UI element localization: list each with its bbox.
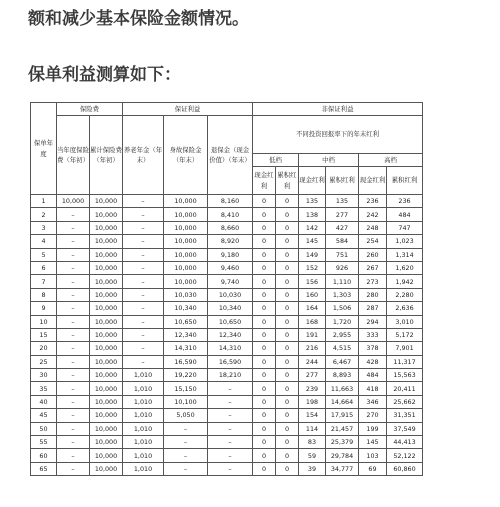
table-cell: 1,010 [123, 449, 164, 462]
table-cell: – [123, 195, 164, 208]
table-cell: 1,010 [123, 462, 164, 475]
table-row [31, 342, 423, 355]
table-cell: 14,310 [164, 342, 208, 355]
table-cell: 29,784 [326, 449, 359, 462]
table-cell: 10,000 [90, 422, 123, 435]
table-cell: 1,620 [387, 261, 423, 274]
table-cell: 0 [276, 235, 299, 248]
header-low-cumulative: 累积红利 [276, 167, 299, 195]
table-row [31, 221, 423, 234]
table-cell: – [164, 462, 208, 475]
table-cell: 135 [299, 195, 326, 208]
header-tier-mid: 中档 [299, 154, 359, 167]
table-cell: 9 [31, 302, 57, 315]
table-row [31, 302, 423, 315]
table-cell: 198 [299, 395, 326, 408]
table-row [31, 422, 423, 435]
header-low-cash: 现金红利 [253, 167, 276, 195]
intro-text: 额和减少基本保险金额情况。 [28, 9, 249, 29]
table-cell: 8,410 [208, 208, 253, 221]
table-cell: 418 [359, 382, 387, 395]
table-cell: 10,000 [90, 235, 123, 248]
table-cell: 4 [31, 235, 57, 248]
table-cell: 8 [31, 288, 57, 301]
table-cell: 55 [31, 436, 57, 449]
table-cell: – [123, 208, 164, 221]
table-cell: – [123, 221, 164, 234]
header-total-premium: 累计保险费（年初） [90, 116, 123, 195]
table-cell: 1,506 [326, 302, 359, 315]
policy-benefit-table [30, 102, 423, 476]
table-cell: – [57, 422, 90, 435]
table-cell: 267 [359, 261, 387, 274]
table-cell: – [208, 382, 253, 395]
table-cell: 15,563 [387, 369, 423, 382]
table-cell: 0 [276, 261, 299, 274]
table-cell: 31,351 [387, 409, 423, 422]
table-cell: 10,000 [164, 275, 208, 288]
table-cell: 16,590 [164, 355, 208, 368]
table-cell: 0 [253, 248, 276, 261]
table-cell: 10,000 [90, 462, 123, 475]
header-annual-premium: 当年度保险费（年初） [57, 116, 90, 195]
table-cell: 3,010 [387, 315, 423, 328]
table-cell: – [57, 369, 90, 382]
table-body [31, 195, 423, 476]
table-cell: 236 [387, 195, 423, 208]
table-cell: 7 [31, 275, 57, 288]
table-cell: 5,172 [387, 328, 423, 341]
table-cell: 10,000 [90, 382, 123, 395]
table-cell: 333 [359, 328, 387, 341]
table-cell: 0 [276, 422, 299, 435]
table-cell: 0 [253, 261, 276, 274]
table-row [31, 275, 423, 288]
table-cell: 15 [31, 328, 57, 341]
table-cell: – [164, 449, 208, 462]
header-mid-cumulative: 累积红利 [326, 167, 359, 195]
table-cell: – [57, 462, 90, 475]
table-cell: 0 [253, 342, 276, 355]
table-cell: 248 [359, 221, 387, 234]
table-cell: 11,663 [326, 382, 359, 395]
table-cell: 8,920 [208, 235, 253, 248]
table-row [31, 382, 423, 395]
table-cell: – [123, 302, 164, 315]
table-row [31, 409, 423, 422]
table-cell: 427 [326, 221, 359, 234]
table-cell: 277 [299, 369, 326, 382]
table-cell: 0 [276, 395, 299, 408]
table-cell: – [208, 449, 253, 462]
header-high-cumulative: 累积红利 [387, 167, 423, 195]
table-cell: 0 [276, 462, 299, 475]
table-cell: 12,340 [208, 328, 253, 341]
table-cell: 1,023 [387, 235, 423, 248]
table-cell: 10,030 [208, 288, 253, 301]
table-cell: 114 [299, 422, 326, 435]
table-cell: 747 [387, 221, 423, 234]
table-cell: 20 [31, 342, 57, 355]
table-cell: – [57, 315, 90, 328]
table-cell: 10,000 [90, 248, 123, 261]
table-row [31, 315, 423, 328]
table-cell: 20,411 [387, 382, 423, 395]
table-cell: 8,660 [208, 221, 253, 234]
table-cell: 0 [276, 208, 299, 221]
table-cell: – [57, 355, 90, 368]
table-cell: 25,662 [387, 395, 423, 408]
table-cell: 10,000 [90, 221, 123, 234]
table-cell: 2 [31, 208, 57, 221]
table-row [31, 288, 423, 301]
table-cell: 10,650 [164, 315, 208, 328]
table-cell: 0 [253, 195, 276, 208]
table-cell: 236 [359, 195, 387, 208]
table-cell: 164 [299, 302, 326, 315]
table-cell: 44,413 [387, 436, 423, 449]
table-cell: 10,000 [90, 342, 123, 355]
table-cell: 216 [299, 342, 326, 355]
table-cell: 244 [299, 355, 326, 368]
table-cell: 135 [326, 195, 359, 208]
header-dividend-subtitle: 不同投资回报率下的年末红利 [253, 116, 423, 154]
table-cell: 484 [359, 369, 387, 382]
table-cell: – [123, 288, 164, 301]
table-cell: 19,220 [164, 369, 208, 382]
section-title: 保单利益测算如下： [28, 65, 181, 85]
table-cell: 14,310 [208, 342, 253, 355]
table-row [31, 208, 423, 221]
table-cell: – [123, 315, 164, 328]
table-cell: 45 [31, 409, 57, 422]
table-cell: 145 [299, 235, 326, 248]
table-cell: 168 [299, 315, 326, 328]
table-cell: 584 [326, 235, 359, 248]
table-cell: 8,160 [208, 195, 253, 208]
table-cell: 10,000 [164, 235, 208, 248]
table-cell: 103 [359, 449, 387, 462]
table-cell: 10,000 [90, 275, 123, 288]
table-cell: 9,460 [208, 261, 253, 274]
table-cell: 2,955 [326, 328, 359, 341]
table-cell: 50 [31, 422, 57, 435]
table-cell: 39 [299, 462, 326, 475]
table-cell: 15,150 [164, 382, 208, 395]
table-cell: – [57, 436, 90, 449]
table-cell: 0 [276, 409, 299, 422]
table-cell: – [123, 261, 164, 274]
table-cell: 926 [326, 261, 359, 274]
header-cash-value: 退保金（现金价值）（年末） [208, 116, 253, 195]
table-cell: 1,010 [123, 422, 164, 435]
table-cell: – [57, 302, 90, 315]
table-cell: – [57, 382, 90, 395]
table-cell: 0 [253, 275, 276, 288]
table-cell: 0 [253, 409, 276, 422]
table-cell: 21,457 [326, 422, 359, 435]
table-cell: – [57, 328, 90, 341]
table-cell: 65 [31, 462, 57, 475]
table-cell: – [208, 395, 253, 408]
table-cell: 3 [31, 221, 57, 234]
table-cell: 1,010 [123, 382, 164, 395]
table-cell: – [208, 422, 253, 435]
table-cell: 0 [276, 248, 299, 261]
table-cell: 35 [31, 382, 57, 395]
header-tier-high: 高档 [359, 154, 423, 167]
table-cell: – [57, 395, 90, 408]
table-cell: 0 [253, 235, 276, 248]
table-cell: 25,379 [326, 436, 359, 449]
table-cell: – [123, 328, 164, 341]
header-guaranteed: 保证利益 [123, 103, 253, 116]
table-cell: 0 [253, 302, 276, 315]
table-cell: 10,000 [164, 221, 208, 234]
table-cell: – [123, 355, 164, 368]
table-row [31, 449, 423, 462]
table-cell: 12,340 [164, 328, 208, 341]
table-cell: 10,000 [90, 261, 123, 274]
table-cell: – [57, 208, 90, 221]
table-cell: 0 [276, 221, 299, 234]
table-cell: 1 [31, 195, 57, 208]
table-cell: 0 [276, 382, 299, 395]
table-cell: – [57, 288, 90, 301]
table-cell: 0 [276, 342, 299, 355]
header-mid-cash: 现金红利 [299, 167, 326, 195]
table-cell: 0 [276, 328, 299, 341]
table-cell: 60,860 [387, 462, 423, 475]
header-premium: 保险费 [57, 103, 123, 116]
table-cell: 1,314 [387, 248, 423, 261]
table-cell: – [208, 436, 253, 449]
table-cell: 0 [253, 355, 276, 368]
table-cell: 60 [31, 449, 57, 462]
table-cell: 10 [31, 315, 57, 328]
table-cell: – [123, 275, 164, 288]
table-cell: 1,010 [123, 409, 164, 422]
table-cell: – [208, 409, 253, 422]
table-cell: 37,549 [387, 422, 423, 435]
table-cell: 0 [253, 315, 276, 328]
table-cell: 10,000 [90, 208, 123, 221]
table-cell: 287 [359, 302, 387, 315]
table-cell: 30 [31, 369, 57, 382]
table-cell: 199 [359, 422, 387, 435]
table-cell: 0 [253, 462, 276, 475]
table-cell: 484 [387, 208, 423, 221]
table-cell: 270 [359, 409, 387, 422]
table-cell: 138 [299, 208, 326, 221]
table-cell: 10,000 [90, 409, 123, 422]
table-row [31, 328, 423, 341]
table-cell: 0 [253, 422, 276, 435]
table-cell: 254 [359, 235, 387, 248]
table-cell: 0 [253, 382, 276, 395]
table-cell: 0 [253, 436, 276, 449]
table-cell: 2,280 [387, 288, 423, 301]
table-cell: 34,777 [326, 462, 359, 475]
table-cell: 0 [253, 208, 276, 221]
table-cell: 154 [299, 409, 326, 422]
table-cell: 149 [299, 248, 326, 261]
table-cell: 260 [359, 248, 387, 261]
table-cell: 428 [359, 355, 387, 368]
table-cell: – [57, 409, 90, 422]
table-cell: 17,915 [326, 409, 359, 422]
table-row [31, 248, 423, 261]
table-cell: 10,000 [164, 195, 208, 208]
table-cell: 10,000 [164, 208, 208, 221]
table-cell: 6 [31, 261, 57, 274]
table-cell: 52,122 [387, 449, 423, 462]
table-cell: 145 [359, 436, 387, 449]
table-cell: 0 [276, 449, 299, 462]
table-cell: 152 [299, 261, 326, 274]
table-cell: 11,317 [387, 355, 423, 368]
table-cell: 9,180 [208, 248, 253, 261]
table-cell: – [57, 275, 90, 288]
table-cell: 1,010 [123, 369, 164, 382]
table-cell: 242 [359, 208, 387, 221]
table-cell: – [57, 235, 90, 248]
table-cell: 7,901 [387, 342, 423, 355]
table-cell: 18,210 [208, 369, 253, 382]
table-cell: 10,650 [208, 315, 253, 328]
table-row [31, 261, 423, 274]
table-cell: 0 [276, 436, 299, 449]
table-cell: 10,000 [90, 369, 123, 382]
table-cell: 10,340 [208, 302, 253, 315]
table-cell: – [164, 436, 208, 449]
table-cell: 0 [276, 288, 299, 301]
table-row [31, 436, 423, 449]
table-cell: 9,740 [208, 275, 253, 288]
table-cell: 5,050 [164, 409, 208, 422]
table-cell: 191 [299, 328, 326, 341]
table-cell: 10,000 [90, 302, 123, 315]
table-cell: 156 [299, 275, 326, 288]
table-cell: – [57, 261, 90, 274]
table-cell: 346 [359, 395, 387, 408]
table-row [31, 195, 423, 208]
table-cell: – [123, 342, 164, 355]
table-cell: – [123, 248, 164, 261]
table-cell: 4,515 [326, 342, 359, 355]
header-policy-year: 保单年度 [31, 103, 57, 195]
table-cell: 1,010 [123, 395, 164, 408]
table-cell: 10,000 [90, 288, 123, 301]
table-cell: 160 [299, 288, 326, 301]
table-cell: 0 [276, 315, 299, 328]
header-non-guaranteed: 非保证利益 [253, 103, 423, 116]
table-cell: 0 [253, 328, 276, 341]
table-cell: 10,000 [90, 395, 123, 408]
table-cell: – [57, 449, 90, 462]
table-cell: – [57, 342, 90, 355]
table-cell: 25 [31, 355, 57, 368]
header-pension: 养老年金（年末） [123, 116, 164, 195]
table-cell: 1,110 [326, 275, 359, 288]
table-cell: 10,000 [90, 195, 123, 208]
table-cell: 0 [276, 355, 299, 368]
table-cell: 40 [31, 395, 57, 408]
table-cell: 10,000 [90, 328, 123, 341]
table-cell: 0 [253, 221, 276, 234]
table-cell: 1,720 [326, 315, 359, 328]
table-cell: 10,340 [164, 302, 208, 315]
table-cell: – [57, 248, 90, 261]
table-cell: 2,636 [387, 302, 423, 315]
table-cell: 142 [299, 221, 326, 234]
table-cell: 0 [253, 395, 276, 408]
table-row [31, 395, 423, 408]
table-row [31, 369, 423, 382]
table-cell: 0 [253, 288, 276, 301]
table-cell: 1,942 [387, 275, 423, 288]
table-cell: 59 [299, 449, 326, 462]
table-cell: 280 [359, 288, 387, 301]
table-cell: 294 [359, 315, 387, 328]
table-cell: 10,030 [164, 288, 208, 301]
table-cell: 10,000 [90, 355, 123, 368]
table-cell: 0 [253, 449, 276, 462]
table-cell: 16,590 [208, 355, 253, 368]
table-row [31, 462, 423, 475]
table-cell: 1,010 [123, 436, 164, 449]
table-cell: 10,100 [164, 395, 208, 408]
table-cell: 0 [253, 369, 276, 382]
table-cell: 83 [299, 436, 326, 449]
table-cell: – [208, 462, 253, 475]
table-cell: 751 [326, 248, 359, 261]
table-row [31, 355, 423, 368]
table-cell: 10,000 [90, 449, 123, 462]
table-cell: 1,303 [326, 288, 359, 301]
table-cell: 69 [359, 462, 387, 475]
table-cell: – [164, 422, 208, 435]
table-cell: 277 [326, 208, 359, 221]
table-cell: 0 [276, 369, 299, 382]
table-cell: 6,467 [326, 355, 359, 368]
table-cell: 5 [31, 248, 57, 261]
table-cell: 10,000 [90, 436, 123, 449]
header-sum-insured: 身故保险金（年末） [164, 116, 208, 195]
table-cell: 8,893 [326, 369, 359, 382]
table-cell: 0 [276, 275, 299, 288]
header-high-cash: 现金红利 [359, 167, 387, 195]
header-tier-low: 低档 [253, 154, 299, 167]
table-cell: 10,000 [57, 195, 90, 208]
table-cell: 10,000 [164, 261, 208, 274]
table-cell: 239 [299, 382, 326, 395]
table-cell: 273 [359, 275, 387, 288]
table-cell: 0 [276, 195, 299, 208]
table-cell: 10,000 [164, 248, 208, 261]
table-cell: 10,000 [90, 315, 123, 328]
table-cell: – [123, 235, 164, 248]
table-cell: 14,664 [326, 395, 359, 408]
table-cell: 378 [359, 342, 387, 355]
table-cell: – [57, 221, 90, 234]
table-row [31, 235, 423, 248]
table-cell: 0 [276, 302, 299, 315]
